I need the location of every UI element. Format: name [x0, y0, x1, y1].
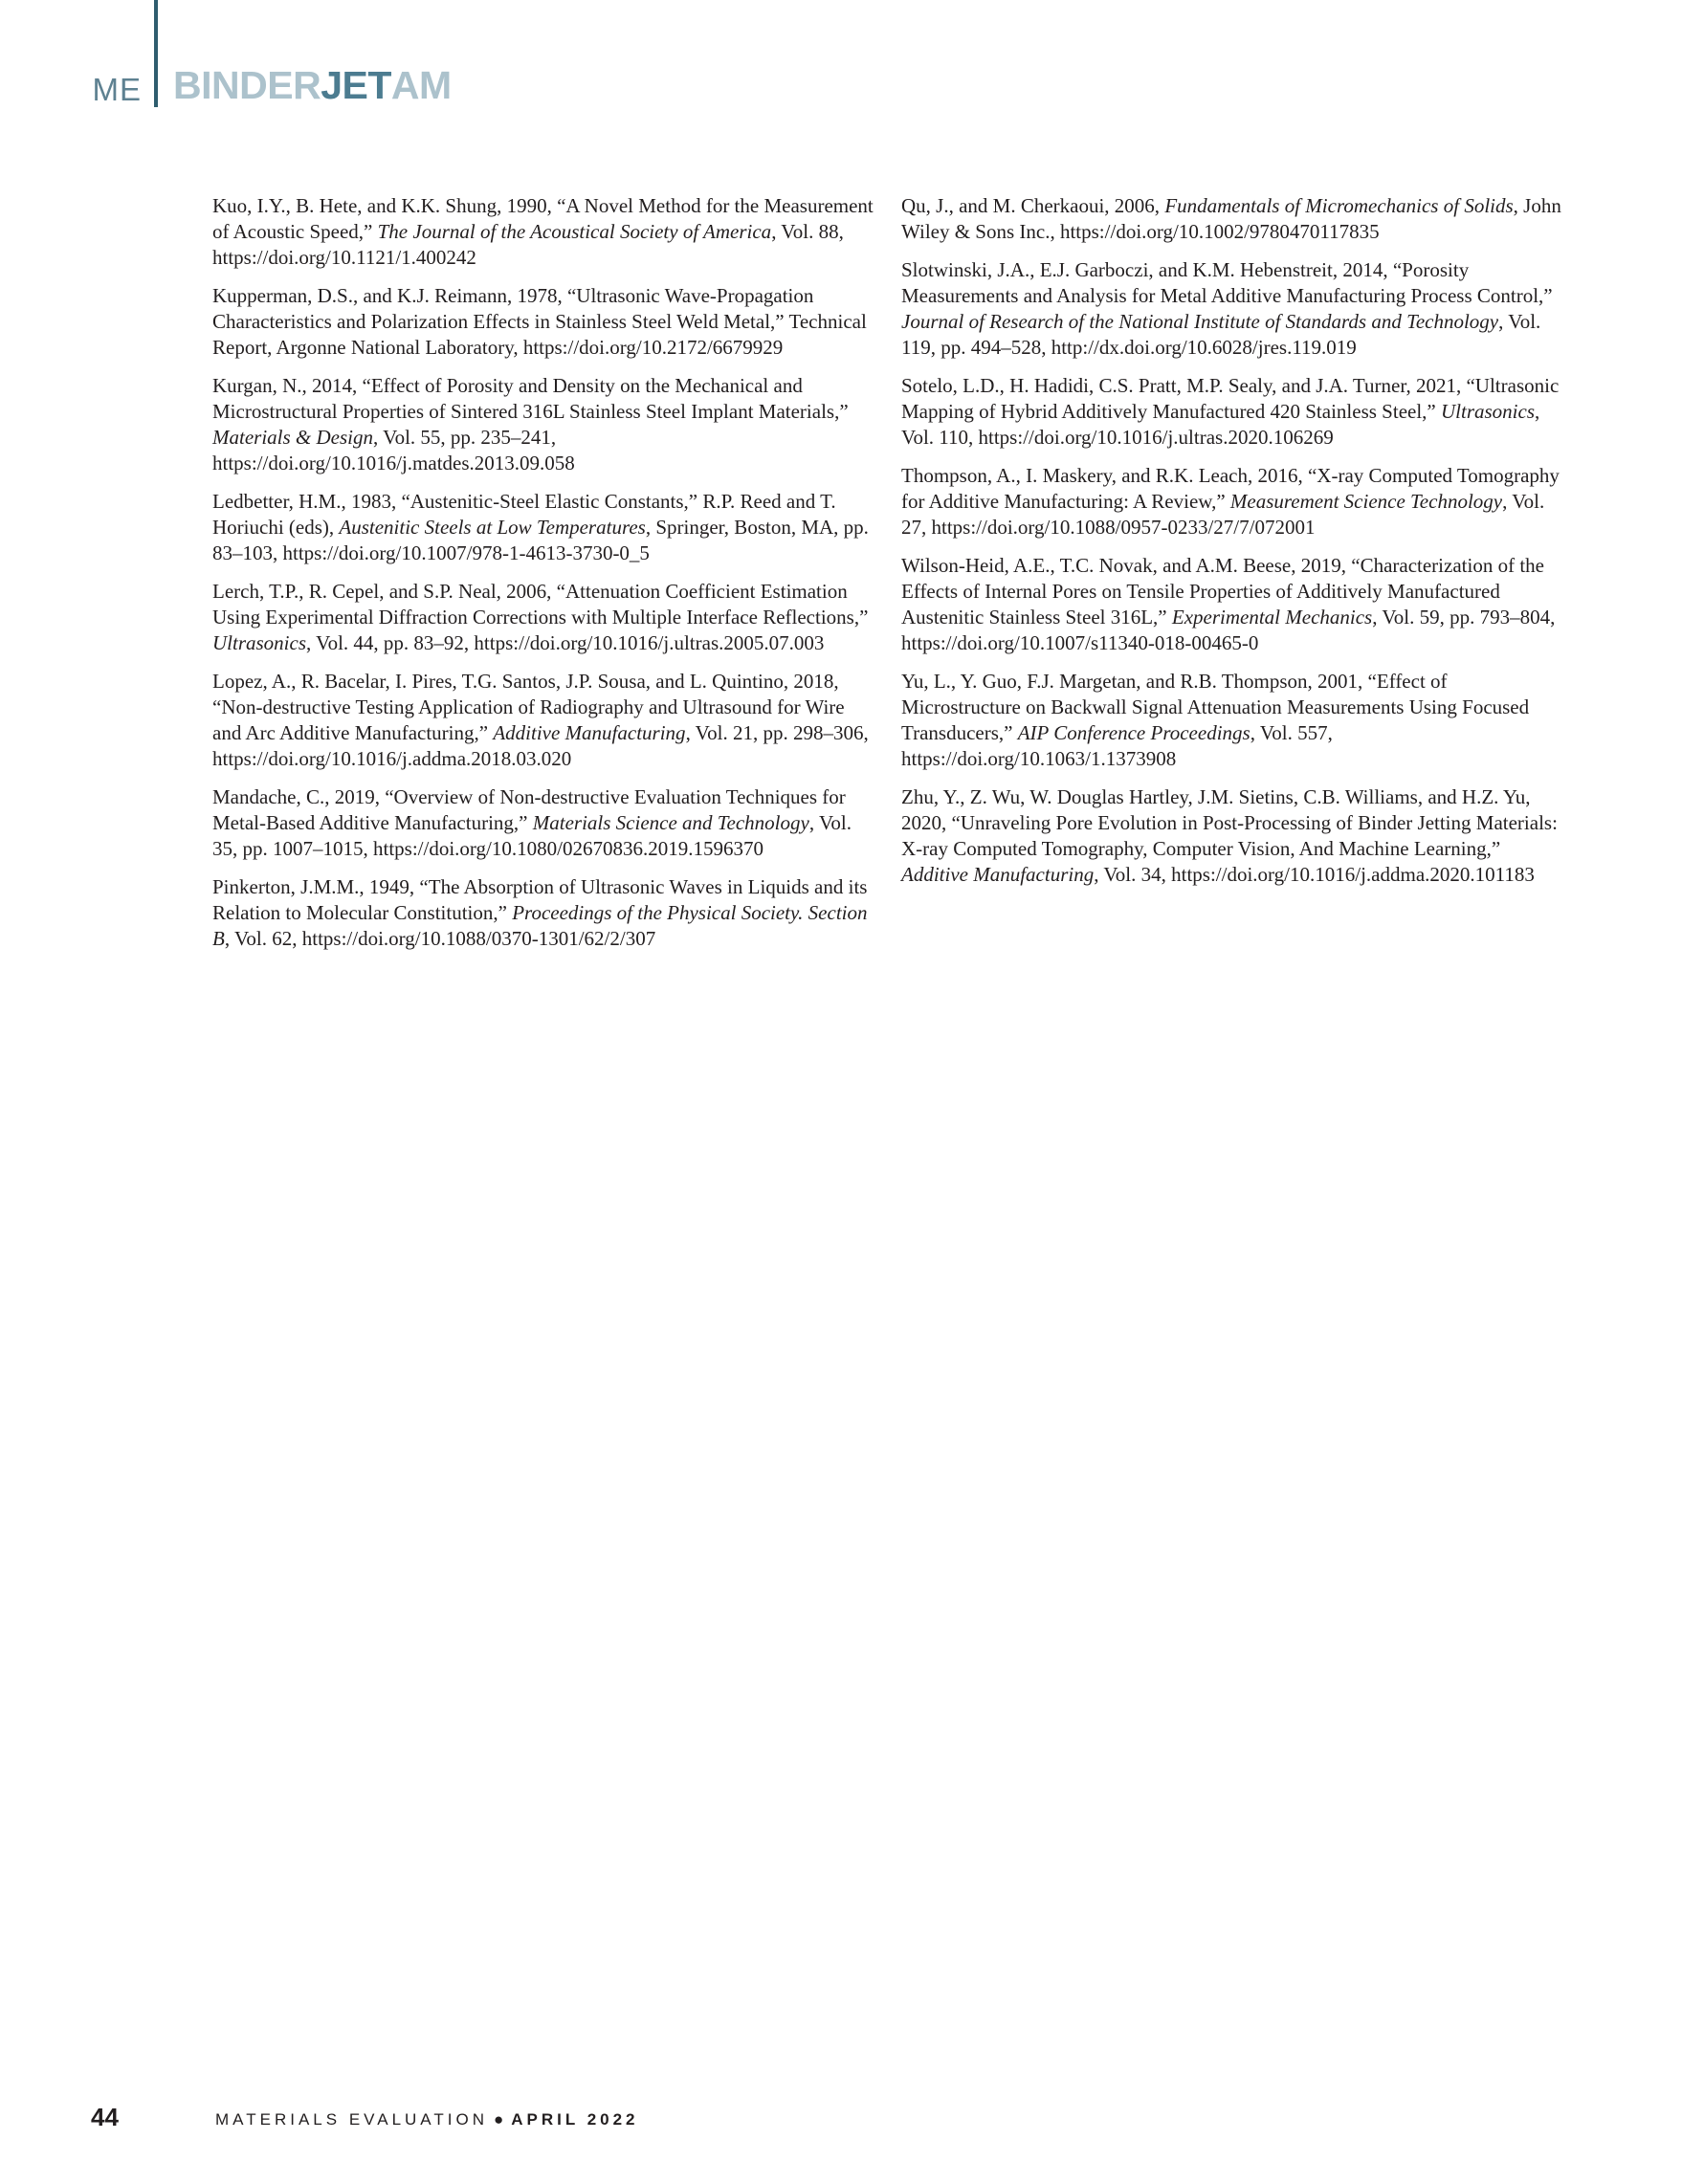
binderjetam-wordmark	[173, 0, 452, 107]
reference-text: , Springer, Boston, MA, pp. 83–103, https://doi.org/10.1007/978-1-4613-3730-0_5	[212, 516, 869, 564]
reference-text: Thompson, A., I. Maskery, and R.K. Leach, 2016, “X-ray Computed Tomography for Additive Manufacturing: A Review,”	[901, 464, 1560, 513]
reference-text: , Vol. 21, pp. 298–306, https://doi.org/10.1016/j.addma.2018.03.020	[212, 721, 869, 770]
reference-item	[901, 669, 1563, 772]
references-column-right	[901, 193, 1563, 900]
references-column-left	[212, 193, 874, 964]
journal-name: MATERIALS EVALUATION	[215, 2110, 488, 2129]
reference-title-italic: Materials Science and Technology	[532, 811, 809, 834]
reference-item	[901, 553, 1563, 656]
reference-item	[901, 463, 1563, 540]
wordmark-segment: JET	[321, 63, 391, 107]
reference-title-italic: Journal of Research of the National Institute of Standards and Technology	[901, 310, 1499, 333]
wordmark-segment: BINDER	[173, 63, 321, 107]
reference-title-italic: Austenitic Steels at Low Temperatures	[339, 516, 646, 539]
issue-date: APRIL 2022	[511, 2110, 639, 2129]
reference-text: , Vol. 27, https://doi.org/10.1088/0957-0233/27/7/072001	[901, 490, 1545, 539]
reference-item	[212, 874, 874, 952]
reference-text: , Vol. 35, pp. 1007–1015, https://doi.org/10.1080/02670836.2019.1596370	[212, 811, 852, 860]
reference-text: , Vol. 110, https://doi.org/10.1016/j.ultras.2020.106269	[901, 400, 1540, 449]
reference-text: Mandache, C., 2019, “Overview of Non-destructive Evaluation Techniques for Metal-Based Additive Manufacturing,”	[212, 785, 846, 834]
reference-text: Sotelo, L.D., H. Hadidi, C.S. Pratt, M.P. Sealy, and J.A. Turner, 2021, “Ultrasonic Mapping of Hybrid Additively Manufactured 420 Stainless Steel,”	[901, 374, 1560, 423]
reference-title-italic: Materials & Design	[212, 426, 373, 449]
reference-text: , Vol. 119, pp. 494–528, http://dx.doi.org/10.6028/jres.119.019	[901, 310, 1541, 359]
reference-text: , Vol. 34, https://doi.org/10.1016/j.addma.2020.101183	[1094, 863, 1535, 886]
reference-item	[901, 257, 1563, 361]
reference-text: Pinkerton, J.M.M., 1949, “The Absorption of Ultrasonic Waves in Liquids and its Relation to Molecular Constitution,”	[212, 875, 868, 924]
reference-item	[901, 784, 1563, 888]
reference-title-italic: Experimental Mechanics	[1171, 606, 1373, 629]
reference-text: Kuo, I.Y., B. Hete, and K.K. Shung, 1990, “A Novel Method for the Measurement of Acoustic Speed,”	[212, 194, 874, 243]
reference-text: , Vol. 62, https://doi.org/10.1088/0370-1301/62/2/307	[224, 927, 656, 950]
reference-title-italic: AIP Conference Proceedings	[1017, 721, 1250, 744]
reference-item	[212, 193, 874, 271]
reference-text: Ledbetter, H.M., 1983, “Austenitic-Steel Elastic Constants,” R.P. Reed and T. Horiuchi (eds),	[212, 490, 836, 539]
reference-text: , Vol. 88, https://doi.org/10.1121/1.400242	[212, 220, 844, 269]
reference-text: Zhu, Y., Z. Wu, W. Douglas Hartley, J.M. Sietins, C.B. Williams, and H.Z. Yu, 2020, “Unraveling Pore Evolution in Post-Processing of Binder Jetting Materials: X-ray Computed Tomography, Computer Vision, And Machine Learning,”	[901, 785, 1558, 860]
reference-text: , Vol. 44, pp. 83–92, https://doi.org/10.1016/j.ultras.2005.07.003	[306, 631, 825, 654]
reference-text: Wilson-Heid, A.E., T.C. Novak, and A.M. Beese, 2019, “Characterization of the Effects of Internal Pores on Tensile Properties of Additively Manufactured Austenitic Stainless Steel 316L,”	[901, 554, 1544, 629]
reference-text: Qu, J., and M. Cherkaoui, 2006,	[901, 194, 1165, 217]
reference-item	[212, 579, 874, 656]
reference-text: Lerch, T.P., R. Cepel, and S.P. Neal, 2006, “Attenuation Coefficient Estimation Using Experimental Diffraction Corrections with Multiple Interface Reflections,”	[212, 580, 869, 629]
reference-item	[212, 373, 874, 476]
reference-title-italic: Proceedings of the Physical Society. Section B	[212, 901, 868, 950]
reference-title-italic: Ultrasonics	[212, 631, 307, 654]
reference-item	[212, 283, 874, 361]
reference-text: , John Wiley & Sons Inc., https://doi.org/10.1002/9780470117835	[901, 194, 1561, 243]
bullet-separator: ●	[494, 2110, 508, 2129]
reference-title-italic: Ultrasonics	[1441, 400, 1536, 423]
reference-text: , Vol. 557, https://doi.org/10.1063/1.1373908	[901, 721, 1333, 770]
reference-text: Yu, L., Y. Guo, F.J. Margetan, and R.B. Thompson, 2001, “Effect of Microstructure on Backwall Signal Attenuation Measurements Using Focused Transducers,”	[901, 670, 1530, 744]
reference-title-italic: Additive Manufacturing	[493, 721, 686, 744]
reference-text: Slotwinski, J.A., E.J. Garboczi, and K.M. Hebenstreit, 2014, “Porosity Measurements and Analysis for Metal Additive Manufacturing Process Control,”	[901, 258, 1553, 307]
reference-text: Kurgan, N., 2014, “Effect of Porosity and Density on the Mechanical and Microstructural Properties of Sintered 316L Stainless Steel Implant Materials,”	[212, 374, 849, 423]
reference-item	[901, 193, 1563, 245]
reference-text: , Vol. 55, pp. 235–241, https://doi.org/10.1016/j.matdes.2013.09.058	[212, 426, 575, 474]
reference-text: , Vol. 59, pp. 793–804, https://doi.org/10.1007/s11340-018-00465-0	[901, 606, 1556, 654]
reference-text: Kupperman, D.S., and K.J. Reimann, 1978, “Ultrasonic Wave-Propagation Characteristics and Polarization Effects in Stainless Steel Weld Metal,” Technical Report, Argonne National Laboratory, https://doi.org/10.2172/6679929	[212, 284, 867, 359]
reference-item	[212, 669, 874, 772]
reference-text: Lopez, A., R. Bacelar, I. Pires, T.G. Santos, J.P. Sousa, and L. Quintino, 2018, “Non-destructive Testing Application of Radiography and Ultrasound for Wire and Arc Additive Manufacturing,”	[212, 670, 845, 744]
wordmark-segment: AM	[390, 63, 452, 107]
reference-title-italic: Fundamentals of Micromechanics of Solids	[1164, 194, 1514, 217]
me-logo: ME	[92, 72, 142, 107]
reference-item	[901, 373, 1563, 451]
footer-journal-line	[215, 2110, 639, 2129]
reference-title-italic: Additive Manufacturing	[901, 863, 1095, 886]
reference-title-italic: The Journal of the Acoustical Society of America	[377, 220, 772, 243]
reference-item	[212, 489, 874, 566]
reference-title-italic: Measurement Science Technology	[1229, 490, 1503, 513]
page-number: 44	[91, 2103, 119, 2131]
reference-item	[212, 784, 874, 862]
header-divider-rule	[154, 0, 158, 107]
